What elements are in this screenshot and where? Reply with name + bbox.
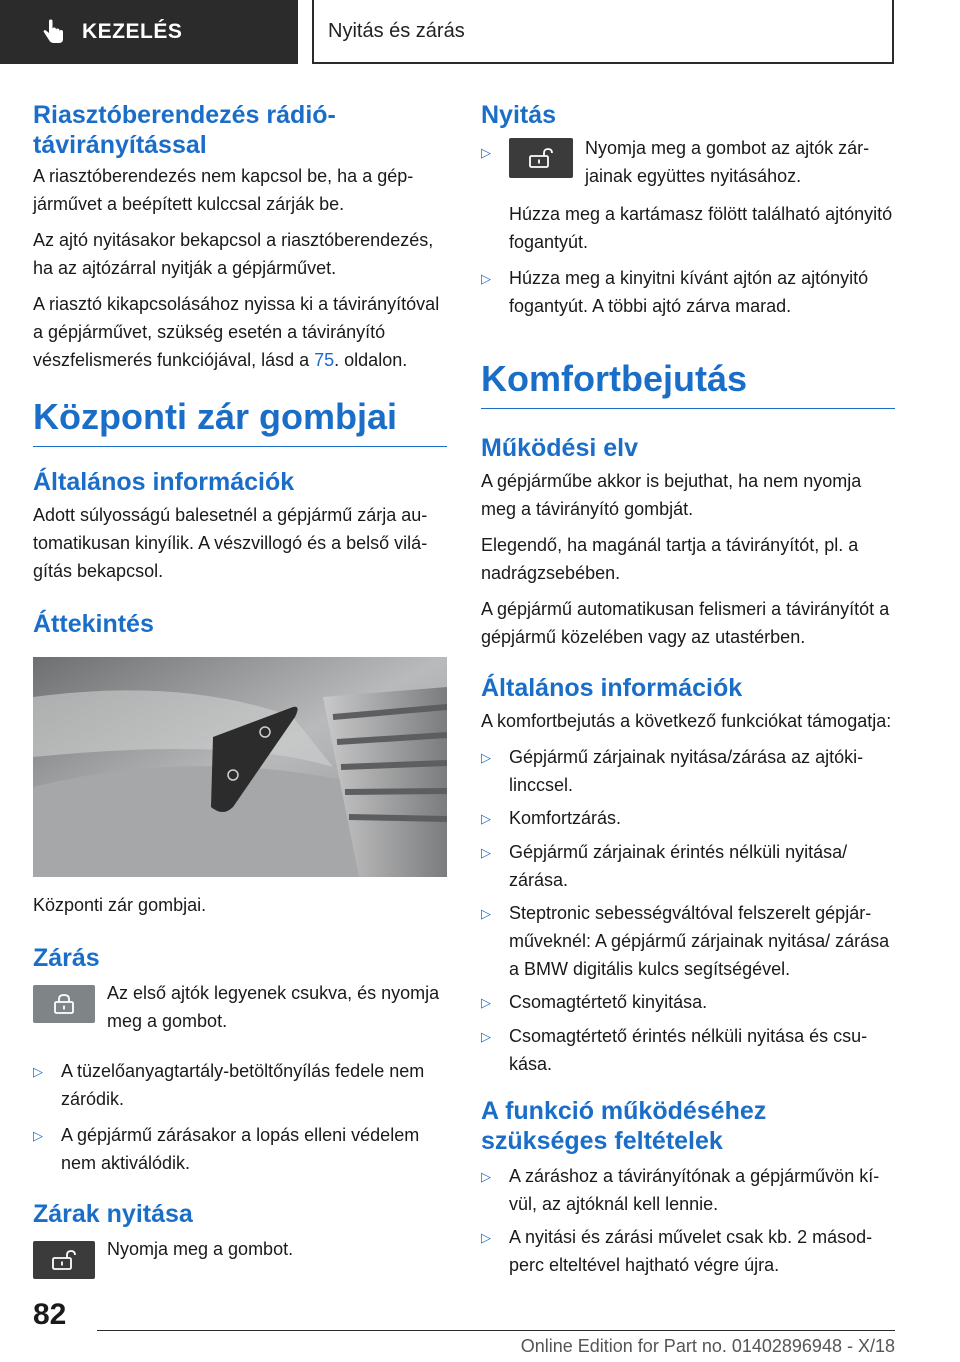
triangle-bullet-icon: ▷ xyxy=(481,906,491,921)
page-number: 82 xyxy=(33,1298,67,1331)
list-item-text: Gépjármű zárjainak érintés nélküli nyitása/ zárása. xyxy=(509,842,848,890)
alarm-paragraph-3-end: . oldalon. xyxy=(334,350,408,370)
alarm-paragraph-3 xyxy=(33,290,447,374)
list-item xyxy=(481,838,895,894)
triangle-bullet-icon: ▷ xyxy=(33,1064,43,1079)
principle-paragraph-3: A gépjármű automatikusan felismeri a távirányítót a gépjármű közelében vagy az utastérben. xyxy=(481,599,890,647)
list-item xyxy=(481,1022,895,1078)
triangle-bullet-icon: ▷ xyxy=(481,145,491,160)
list-item-text: A záráshoz a távirányítónak a gépjárművön kívül, az ajtóknál kell lennie. xyxy=(509,1166,880,1214)
principle-paragraph-1: A gépjárműbe akkor is bejuthat, ha nem nyomja meg a távirányító gombját. xyxy=(481,471,862,519)
section-label: KEZELÉS xyxy=(82,20,183,43)
comfort-general-heading: Általános információk xyxy=(481,674,743,702)
list-item xyxy=(481,138,895,256)
triangle-bullet-icon: ▷ xyxy=(481,995,491,1010)
triangle-bullet-icon: ▷ xyxy=(481,811,491,826)
list-item xyxy=(481,899,895,983)
list-item xyxy=(33,1057,447,1113)
list-item xyxy=(481,264,895,320)
list-item-text: Csomagtértető kinyitása. xyxy=(509,992,708,1012)
triangle-bullet-icon: ▷ xyxy=(481,845,491,860)
triangle-bullet-icon: ▷ xyxy=(481,750,491,765)
alarm-heading: Riasztóberendezés rádiótávirányítással xyxy=(33,101,336,159)
chapter-header xyxy=(312,0,894,64)
unlocking-heading: Zárak nyitása xyxy=(33,1200,193,1228)
right-column xyxy=(481,100,895,1279)
page-75-link[interactable]: 75 xyxy=(314,350,335,370)
footer-divider xyxy=(97,1330,895,1331)
comfort-general-paragraph: A komfortbejutás a következő funkciókat támogatja: xyxy=(481,711,892,731)
central-lock-heading: Központi zár gombjai xyxy=(33,396,447,447)
list-item xyxy=(481,988,895,1017)
triangle-bullet-icon: ▷ xyxy=(33,1128,43,1143)
triangle-bullet-icon: ▷ xyxy=(481,1169,491,1184)
principle-paragraph-2: Elegendő, ha magánál tartja a távirányítót, pl. a nadrágzsebében. xyxy=(481,535,859,583)
list-item xyxy=(481,804,895,833)
list-item-text: Komfortzárás. xyxy=(509,808,622,828)
list-item-text: Húzza meg a kinyitni kívánt ajtón az ajtónyitó fogantyút. A többi ajtó zárva marad. xyxy=(509,268,869,316)
opening-step-1 xyxy=(509,138,895,256)
triangle-bullet-icon: ▷ xyxy=(481,1029,491,1044)
opening-step-1-text: Nyomja meg a gombot az ajtók zárjainak együttes nyitásához. xyxy=(585,138,870,186)
comfort-access-heading: Komfortbejutás xyxy=(481,358,895,409)
unlock-button-icon xyxy=(509,138,573,178)
locking-text: Az első ajtók legyenek csukva, és nyomja meg a gombot. xyxy=(107,983,440,1031)
locking-instruction xyxy=(33,985,447,1035)
requirements-heading: A funkció működéséhez szükséges feltételek xyxy=(481,1097,767,1155)
edition-note: Online Edition for Part no. 01402896948 - X/18 xyxy=(520,1336,895,1356)
triangle-bullet-icon: ▷ xyxy=(481,271,491,286)
opening-step-1-row xyxy=(509,138,895,190)
opening-step-1-extra: Húzza meg a kartámasz fölött található ajtónyitó fogantyút. xyxy=(509,204,893,252)
unlocking-text: Nyomja meg a gombot. xyxy=(107,1239,294,1259)
left-column xyxy=(33,100,447,1279)
principle-heading: Működési elv xyxy=(481,434,638,462)
general-info-paragraph: Adott súlyosságú balesetnél a gépjármű zárja automatikusan kinyílik. A vészvillogó és a belső világítás bekapcsol. xyxy=(33,505,428,581)
alarm-paragraph-3-text: A riasztó kikapcsolásához nyissa ki a távirányítóval a gépjárművet, szükség esetén a távirányító vészfelismerés funkciójával, lásd a xyxy=(33,294,440,370)
overview-heading: Áttekintés xyxy=(33,610,154,638)
alarm-paragraph-2: Az ajtó nyitásakor bekapcsol a riasztóberendezés, ha az ajtózárral nyitják a gépjárművet. xyxy=(33,230,434,278)
chapter-title: Nyitás és zárás xyxy=(328,19,465,42)
locking-bullets xyxy=(33,1057,447,1177)
requirements-list xyxy=(481,1162,895,1279)
unlock-button-icon xyxy=(33,1241,95,1279)
comfort-features-list xyxy=(481,743,895,1078)
alarm-paragraph-1: A riasztóberendezés nem kapcsol be, ha a gépjárművet a beépített kulccsal zárják be. xyxy=(33,166,414,214)
locking-heading: Zárás xyxy=(33,944,100,972)
unlocking-instruction xyxy=(33,1241,447,1279)
list-item-text: A nyitási és zárási művelet csak kb. 2 másodperc elteltével hajtható végre újra. xyxy=(509,1227,873,1275)
lock-button-icon xyxy=(33,985,95,1023)
list-item-text: Steptronic sebességváltóval felszerelt gépjárműveknél: A gépjármű zárjainak nyitása/ zárása a BMW digitális kulcs segítségével. xyxy=(509,903,890,979)
photo-caption: Központi zár gombjai. xyxy=(33,895,207,915)
list-item-text: A gépjármű zárásakor a lopás elleni védelem nem aktiválódik. xyxy=(61,1125,420,1173)
opening-bullets xyxy=(481,138,895,320)
opening-heading: Nyitás xyxy=(481,101,557,129)
list-item xyxy=(481,743,895,799)
list-item xyxy=(481,1223,895,1279)
hand-pointer-icon xyxy=(40,19,66,45)
list-item-text: A tüzelőanyagtartály-betöltőnyílás fedele nem záródik. xyxy=(61,1061,425,1109)
triangle-bullet-icon: ▷ xyxy=(481,1230,491,1245)
list-item xyxy=(481,1162,895,1218)
section-tab xyxy=(0,0,298,64)
list-item xyxy=(33,1121,447,1177)
general-info-heading: Általános információk xyxy=(33,468,295,496)
list-item-text: Csomagtértető érintés nélküli nyitása és csukása. xyxy=(509,1026,868,1074)
door-panel-photo xyxy=(33,657,447,877)
list-item-text: Gépjármű zárjainak nyitása/zárása az ajtókilinccsel. xyxy=(509,747,864,795)
